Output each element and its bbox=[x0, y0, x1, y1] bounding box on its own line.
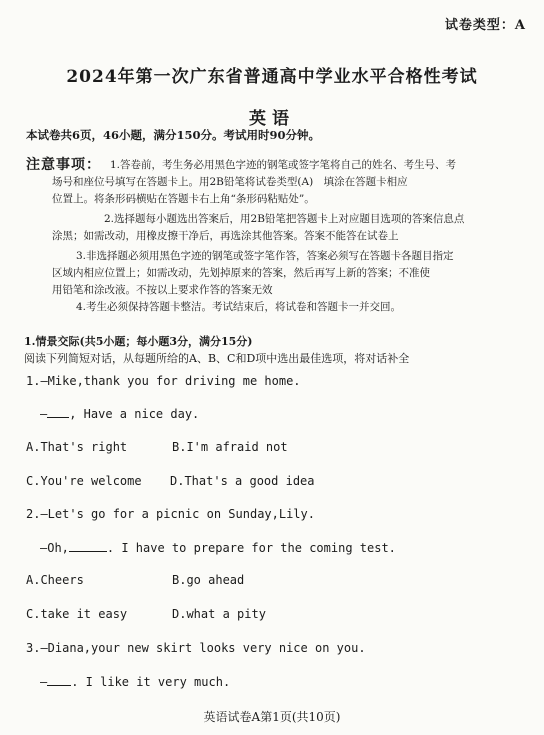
question-1-option-d: D.That's a good idea bbox=[170, 474, 315, 488]
paper-type-label: 试卷类型：A bbox=[444, 18, 526, 33]
question-2-prompt: 2.—Let's go for a picnic on Sunday,Lily. bbox=[26, 507, 315, 521]
reply-prefix: — bbox=[40, 675, 48, 689]
subject-title: 英语 bbox=[249, 109, 295, 129]
answer-blank bbox=[69, 540, 107, 552]
note-3-line-2: 区域内相应位置上；如需改动，先划掉原来的答案，然后再写上新的答案；不准使 bbox=[52, 267, 430, 279]
note-1-line-3: 位置上。将条形码横贴在答题卡右上角“条形码粘贴处”。 bbox=[52, 193, 315, 205]
question-1-reply bbox=[40, 406, 199, 421]
answer-blank bbox=[47, 674, 71, 686]
reply-prefix: — bbox=[40, 407, 48, 421]
reply-suffix: . I have to prepare for the coming test. bbox=[106, 541, 396, 555]
note-2-line-1: 2.选择题每小题选出答案后，用2B铅笔把答题卡上对应题目选项的答案信息点 bbox=[104, 213, 465, 225]
reply-suffix: . I like it very much. bbox=[71, 675, 231, 689]
exam-title: 2024年第一次广东省普通高中学业水平合格性考试 bbox=[66, 67, 478, 87]
question-2-option-c: C.take it easy bbox=[26, 607, 128, 621]
note-3-line-1: 3.非选择题必须用黑色字迹的钢笔或签字笔作答，答案必须写在答题卡各题目指定 bbox=[76, 250, 454, 262]
note-1-line-1: 1.答卷前，考生务必用黑色字迹的钢笔或签字笔将自己的姓名、考生号、考 bbox=[110, 159, 457, 171]
reply-prefix: —Oh, bbox=[40, 541, 69, 555]
question-3-reply bbox=[40, 674, 230, 689]
note-2-line-2: 涂黑；如需改动，用橡皮擦干净后，再选涂其他答案。答案不能答在试卷上 bbox=[52, 230, 399, 242]
note-1-line-2: 场号和座位号填写在答题卡上。用2B铅笔将试卷类型(A) 填涂在答题卡相应 bbox=[52, 176, 408, 188]
notes-heading: 注意事项： bbox=[26, 157, 101, 173]
question-1-option-b: B.I'm afraid not bbox=[172, 440, 288, 454]
page-footer: 英语试卷A第1页(共10页) bbox=[203, 710, 341, 724]
question-2-option-b: B.go ahead bbox=[172, 573, 245, 587]
section-title: 1.情景交际(共5小题；每小题3分，满分15分) bbox=[24, 335, 253, 348]
question-2-option-d: D.what a pity bbox=[172, 607, 266, 621]
question-3-prompt: 3.—Diana,your new skirt looks very nice on you. bbox=[26, 641, 366, 655]
note-4: 4.考生必须保持答题卡整洁。考试结束后，将试卷和答题卡一并交回。 bbox=[76, 301, 402, 313]
note-3-line-3: 用铅笔和涂改液。不按以上要求作答的答案无效 bbox=[52, 284, 273, 296]
question-2-option-a: A.Cheers bbox=[26, 573, 84, 587]
question-2-reply bbox=[40, 540, 396, 555]
question-1-option-a: A.That's right bbox=[26, 440, 128, 454]
section-instruction: 阅读下列简短对话，从每题所给的A、B、C和D项中选出最佳选项，将对话补全 bbox=[24, 352, 410, 365]
question-1-option-c: C.You're welcome bbox=[26, 474, 142, 488]
answer-blank bbox=[47, 406, 69, 418]
question-1-prompt: 1.—Mike,thank you for driving me home. bbox=[26, 374, 301, 388]
exam-info: 本试卷共6页，46小题，满分150分。考试用时90分钟。 bbox=[26, 128, 321, 142]
reply-suffix: , Have a nice day. bbox=[69, 407, 200, 421]
